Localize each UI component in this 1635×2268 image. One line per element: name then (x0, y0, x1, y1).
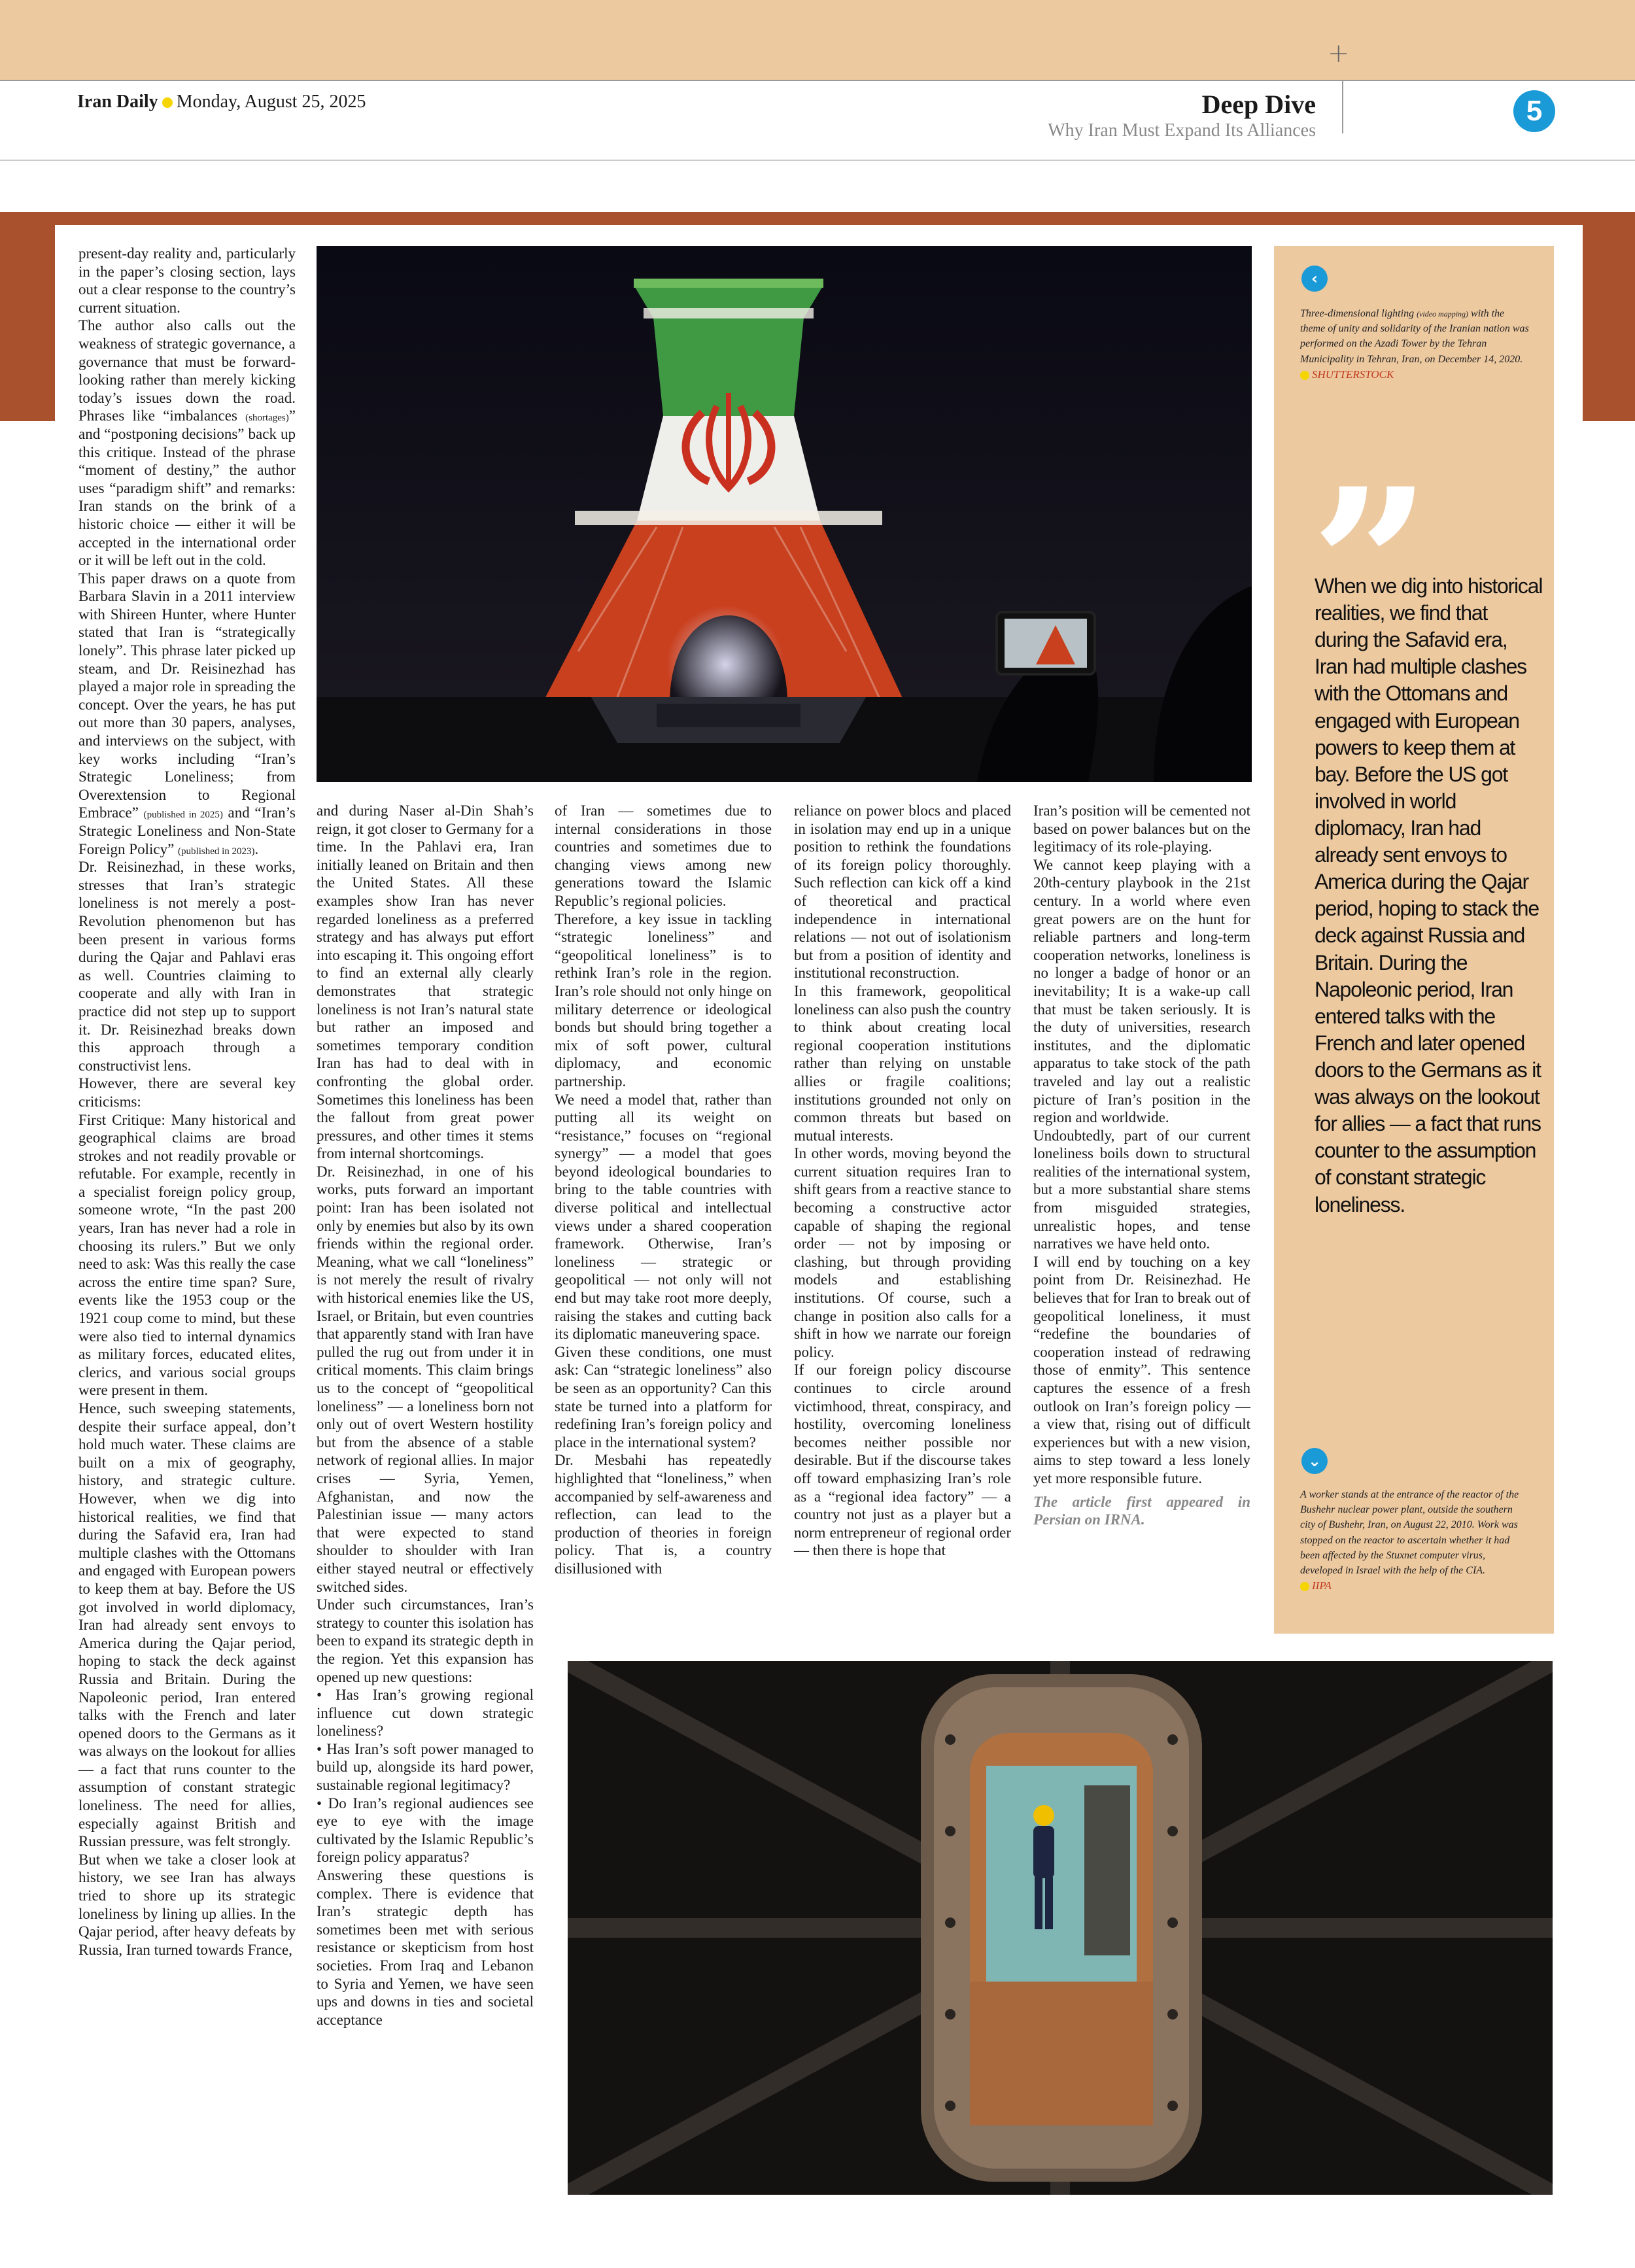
section-subtitle: Why Iran Must Expand Its Alliances (1048, 120, 1316, 141)
photo-credit (1300, 367, 1529, 383)
chevron-left-icon[interactable]: ‹ (1301, 266, 1328, 292)
sidebar-panel (1274, 246, 1554, 1634)
caption-lead: Three-dimensional lighting (1300, 308, 1415, 319)
paragraph: Therefore, a key issue in tackling “strategic loneliness” and “geopolitical loneliness” is to rethink Iran’s role in the region. Iran’s role should not only hinge on military deterrence or ideological bonds but should bring together a mix of soft power, cultural diplomacy, and economic partnership. (555, 910, 772, 1090)
paragraph (78, 317, 296, 569)
article-signoff: The article first appeared in Persian on IRNA. (1033, 1493, 1250, 1528)
paragraph: We need a model that, rather than putting all its weight on “resistance,” focuses on “regional synergy” — a model that goes beyond ideological boundaries to bring to the table countries with diverse political and intellectual views under a shared cooperation framework. Otherwise, Iran’s loneliness — strategic or geopolitical — not only will not end but may take root more deeply, raising the stakes and cutting back its diplomatic maneuvering space. (555, 1091, 772, 1343)
paragraph: First Critique: Many historical and geographical claims are broad strokes and not readily provable or refutable. For example, recently in a specialist foreign policy group, someone wrote, “In the past 200 years, Iran has never had a role in choosing its rulers.” But we only need to ask: Was this really the case across the entire time span? Sure, events like the 1953 coup or the 1921 coup come to mind, but these were also tied to internal dynamics as military forces, educated elites, clerics, and various social groups were present in them. (78, 1111, 296, 1399)
page-number: 5 (1513, 90, 1555, 132)
reactor-hatch-illustration (568, 1661, 1553, 2195)
paragraph: However, there are several key criticisms: (78, 1075, 296, 1110)
yellow-dot-icon (1300, 1582, 1309, 1591)
paragraph: I will end by touching on a key point from Dr. Reisinezhad. He believes that for Iran to break out of geopolitical loneliness, it must “redefine the boundaries of cooperation instead of redrawing those of enmity”. This sentence captures the essence of a fresh outlook on Iran’s foreign policy — a view that, rising out of difficult experiences but with a new vision, aims to step toward a less lonely yet more responsible future. (1033, 1253, 1250, 1486)
bushehr-reactor-photo (568, 1661, 1553, 2195)
caption-body: with the theme of unity and solidarity of the Iranian nation was performed on the Azadi Tower by the Tehran Municipality in Tehran, Iran, on December 14, 2020. (1300, 308, 1529, 365)
paragraph: In this framework, geopolitical loneliness can also push the country to think about creating local regional cooperation institutions rather than relying on unstable allies or fragile coalitions; institutions grounded not only on common threats but based on mutual interests. (794, 982, 1011, 1144)
paragraph (78, 570, 296, 859)
paragraph: Iran’s position will be cemented not based on power balances but on the legitimacy of its role-playing. (1033, 802, 1250, 855)
paragraph: reliance on power blocs and placed in isolation may end up in a unique position to rethink the foundations of its foreign policy thoroughly. Such reflection can kick off a kind of theoretical and practical independence in international relations — not out of isolationism but from a position of identity and institutional reconstruction. (794, 802, 1011, 982)
top-photo-caption (1300, 306, 1529, 383)
photo-credit (1300, 1578, 1529, 1594)
publication-name: Iran Daily (77, 92, 158, 112)
article-column-3 (555, 802, 772, 1578)
paragraph: Given these conditions, one must ask: Can “strategic loneliness” also be seen as an opportunity? Can this state be turned into a platform for redefining Iran’s foreign policy and place in the international system? (555, 1343, 772, 1451)
text-aside: (published in 2023) (178, 846, 255, 857)
masthead (77, 92, 366, 112)
paragraph: But when we take a closer look at history, we see Iran has always tried to shore up its strategic loneliness by lining up allies. In the Qajar period, after heavy defeats by Russia, Iran turned towards France, (78, 1851, 296, 1958)
text-run: The author also calls out the weakness of strategic governance, a governance that must be forward-looking rather than merely kicking today’s issues down the road. Phrases like “imbalances (78, 317, 296, 424)
paragraph: present-day reality and, particularly in the paper’s closing section, lays out a clear response to the country’s current situation. (78, 245, 296, 316)
bullet-item: • Has Iran’s soft power managed to build up, alongside its hard power, sustainable regional legitimacy? (317, 1740, 534, 1794)
article-column-2 (317, 802, 534, 2029)
bullet-item: • Has Iran’s growing regional influence cut down strategic loneliness? (317, 1687, 534, 1740)
azadi-tower-illustration (317, 246, 1252, 782)
paragraph: Dr. Reisinezhad, in one of his works, puts forward an important point: Iran has been isolated not only by enemies but also by its own friends within the regional order. Meaning, what we call “loneliness” is not merely the result of rivalry with historical enemies like the US, Israel, or Britain, but even countries that apparently stand with Iran have pulled the rug out from under it in critical moments. This claim brings us to the concept of “geopolitical loneliness” — a loneliness born not only out of overt Western hostility but from the absence of a stable network of regional allies. In major crises — Syria, Yemen, Afghanistan, and now the Palestinian issue — many actors that were expected to stand shoulder to shoulder with Iran either stayed neutral or effectively switched sides. (317, 1163, 534, 1595)
caption-aside: (video mapping) (1417, 309, 1469, 318)
paragraph: Under such circumstances, Iran’s strategy to counter this isolation has been to expand its strategic depth in the region. Yet this expansion has opened up new questions: (317, 1596, 534, 1685)
bullet-item: • Do Iran’s regional audiences see eye to eye with the image cultivated by the Islamic Republic’s foreign policy apparatus? (317, 1795, 534, 1866)
article-column-4 (794, 802, 1011, 1560)
paragraph: Dr. Reisinezhad, in these works, stresses that Iran’s strategic loneliness is not merely a post-Revolution phenomenon but has been present in various forms during the Qajar and Pahlavi eras as well. Countries claiming to cooperate and ally with Iran in practice did not step up to support it. Dr. Reisinezhad breaks down this approach through a constructivist lens. (78, 859, 296, 1074)
top-color-band (0, 0, 1635, 80)
text-aside: (published in 2025) (143, 810, 223, 821)
chevron-down-icon[interactable]: ⌄ (1301, 1448, 1328, 1474)
paragraph: Hence, such sweeping statements, despite their surface appeal, don’t hold much water. These claims are built on a mix of geography, history, and strategic culture. However, when we dig into historical realities, we find that during the Safavid era, Iran had multiple clashes with the Ottomans and engaged with European powers to keep them at bay. Before the US got involved in world diplomacy, Iran had already sent envoys to America during the Qajar period, hoping to stack the deck against Russia and Britain. During the Napoleonic period, Iran entered talks with the French and later opened doors to the Germans as it was always on the lookout for allies — a fact that runs counter to the assumption of constant strategic loneliness. The need for allies, especially against British and Russian pressure, was felt strongly. (78, 1400, 296, 1850)
paragraph: Undoubtedly, part of our current loneliness boils down to structural realities of the international system, but a more substantial share stems from misguided strategies, unrealistic hopes, and tense narratives we have held onto. (1033, 1127, 1250, 1252)
paragraph: In other words, moving beyond the current situation requires Iran to shift gears from a reactive stance to becoming a constructive actor capable of shaping the regional order — not by imposing or clashing, but through providing models and establishing institutions. Of course, such a change in position also calls for a shift in how we narrate our foreign policy. (794, 1145, 1011, 1360)
page-header (0, 80, 1635, 161)
text-run: This paper draws on a quote from Barbara Slavin in a 2011 interview with Shireen Hunter, where Hunter stated that Iran is “strategically lonely”. This phrase later picked up steam, and Dr. Reisinezhad has played a major role in spreading the concept. Over the years, he has put out more than 30 papers, analyses, and interviews on the subject, with key works including “Iran’s Strategic Loneliness; from Overextension to Regional Embrace” (78, 570, 296, 821)
pull-quote: When we dig into historical realities, we find that during the Safavid era, Iran had multiple clashes with the Ottomans and engaged with European powers to keep them at bay. Before the US got involved in world diplomacy, Iran had already sent envoys to America during the Qajar period, hoping to stack the deck against Russia and Britain. During the Napoleonic period, Iran entered talks with the French and later opened doors to the Germans as it was always on the lookout for allies — a fact that runs counter to the assumption of constant strategic loneliness. (1315, 574, 1543, 1216)
azadi-tower-photo (317, 246, 1252, 782)
issue-date: Monday, August 25, 2025 (176, 92, 366, 112)
article-column-5 (1033, 802, 1250, 1529)
paragraph: Dr. Mesbahi has repeatedly highlighted that “loneliness,” when accompanied by self-awareness and reflection, can lead to the production of theories in foreign policy. That is, a country disillusioned with (555, 1452, 772, 1577)
yellow-dot-icon (1300, 371, 1309, 380)
article-column-1 (78, 245, 296, 1959)
paragraph: and during Naser al-Din Shah’s reign, it got closer to Germany for a time. In the Pahlavi era, Iran initially leaned on Britain and then the United States. All these examples show Iran has never regarded loneliness as a preferred strategy and has always put effort into escaping it. This ongoing effort to find an external ally clearly demonstrates that strategic loneliness is not Iran’s natural state but rather an imposed and sometimes temporary condition Iran has had to deal with in confronting the global order. Sometimes this loneliness has been the fallout from great power pressures, and other times it stems from internal shortcomings. (317, 802, 534, 1162)
registration-mark: + (1328, 39, 1350, 69)
paragraph: Answering these questions is complex. There is evidence that Iran’s strategic depth has sometimes been met with serious resistance or skepticism from host societies. From Iraq and Lebanon to Syria and Yemen, we have seen ups and downs in ties and societal acceptance (317, 1867, 534, 2028)
header-divider (1342, 81, 1343, 133)
yellow-dot-icon (162, 97, 173, 108)
credit-text: SHUTTERSTOCK (1312, 368, 1394, 381)
paragraph: We cannot keep playing with a 20th-century playbook in the 21st century. In a world where even great powers are on the hunt for reliable partners and long-term cooperation networks, loneliness is no longer a badge of honor or an inevitability; It is a wake-up call that must be taken seriously. It is the duty of universities, research institutes, and the diplomatic apparatus to take stock of the path traveled and lay out a realistic picture of Iran’s position in the region and worldwide. (1033, 856, 1250, 1126)
text-run: ” and “postponing decisions” back up this critique. Instead of the phrase “moment of destiny,” the author uses “paradigm shift” and remarks: Iran stands on the brink of a historic choice — either it will be accepted in the international order or it will be left out in the cold. (78, 407, 296, 569)
credit-text: IIPA (1312, 1579, 1332, 1592)
section-title: Deep Dive (1201, 90, 1316, 119)
caption-body: A worker stands at the entrance of the reactor of the Bushehr nuclear power plant, outside the southern city of Bushehr, Iran, on August 22, 2010. Work was stopped on the reactor to ascertain whether it had been affected by the Stuxnet computer virus, developed in Israel with the help of the CIA. (1300, 1489, 1519, 1576)
bottom-photo-caption (1300, 1487, 1529, 1594)
text-run: . (254, 840, 259, 857)
text-run: and “Iran’s Strategic Loneliness and Non-State Foreign Policy” (78, 804, 296, 857)
paragraph: If our foreign policy discourse continues to circle around victimhood, threat, conspiracy, and hostility, overcoming loneliness becomes neither possible nor desirable. But if the discourse takes off toward emphasizing Iran’s role as a “regional idea factory” — a country not just as a player but a norm entrepreneur of regional order — then there is hope that (794, 1362, 1011, 1559)
quote-mark-icon (1311, 462, 1431, 579)
paragraph: of Iran — sometimes due to internal considerations in those countries and sometimes due to changing views among new generations toward the Islamic Republic’s regional policies. (555, 802, 772, 909)
text-aside: (shortages) (245, 413, 289, 424)
